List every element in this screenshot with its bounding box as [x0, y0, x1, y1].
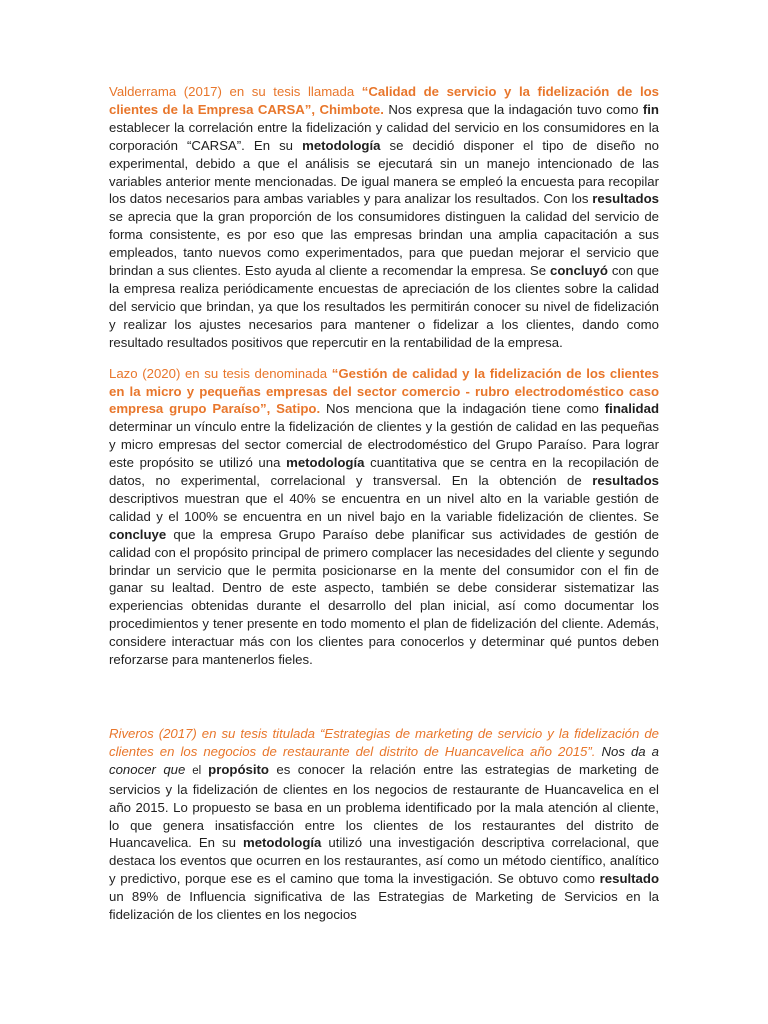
citation-and-title: Riveros (2017) en su tesis titulada “Estrategias de marketing de servicio y la fidelización de clientes en los negocios de restaurante del distrito de Huancavelica año 2015”.	[109, 726, 659, 759]
citation-author: Valderrama (2017) en su tesis llamada	[109, 84, 362, 99]
keyword-concluye: concluye	[109, 526, 167, 542]
keyword-metodologia: metodología	[242, 835, 322, 851]
keyword-finalidad: finalidad	[604, 401, 659, 417]
body-text-italic: Nos da a conocer que	[109, 743, 659, 777]
paragraph-lazo	[109, 365, 659, 669]
body-text: Nos menciona que la indagación tiene como	[320, 401, 605, 417]
document-page	[109, 83, 659, 924]
keyword-resultados: resultados	[592, 473, 659, 489]
body-text: cuantitativa que se centra en la recopilación de datos, no experimental, correlacional y transversal. En la obtención de	[109, 455, 659, 489]
paragraph-valderrama	[109, 83, 659, 352]
body-text-small: el	[185, 764, 209, 777]
keyword-proposito: propósito	[208, 761, 269, 777]
thesis-title: “Gestión de calidad y la fidelización de los clientes en la micro y pequeñas empresas del sector comercio - rubro electrodoméstico caso empresa grupo Paraíso”, Satipo.	[109, 365, 659, 417]
keyword-resultado: resultado	[599, 871, 659, 887]
thesis-title: “Calidad de servicio y la fidelización de los clientes de la Empresa CARSA”, Chimbote.	[109, 84, 660, 117]
keyword-concluyo: concluyó	[550, 263, 608, 279]
body-text: descriptivos muestran que el 40% se encuentra en un nivel alto en la variable gestión de calidad y el 100% se encuentra en un nivel bajo en la variable fidelización de clientes. Se	[109, 490, 659, 524]
keyword-metodologia: metodología	[286, 455, 365, 471]
body-text: un 89% de Influencia significativa de las Estrategias de Marketing de Servicios en la fidelización de los clientes en los negocios	[109, 889, 659, 923]
body-text: utilizó una investigación descriptiva correlacional, que destaca los eventos que ocurren en los restaurantes, así como un método científico, analítico y predictivo, porque ese es el camino que toma la investigación. Se obtuvo como	[109, 835, 659, 887]
body-text: se aprecia que la gran proporción de los consumidores distinguen la calidad del servicio de forma consistente, es por eso que las empresas brindan una amplia capacitación a sus empleados, tanto nuevos como experimentados, para que puedan mejorar el servicio que brindan a sus clientes. Esto ayuda al cliente a recomendar la empresa. Se	[109, 209, 659, 279]
body-text: que la empresa Grupo Paraíso debe planificar sus actividades de gestión de calidad con el propósito principal de primero complacer las necesidades del cliente y segundo brindar un servicio que le permita posicionarse en la mente del consumidor con el fin de ganar su lealtad. Dentro de este aspecto, también se debe considerar sistematizar las experiencias obtenidas durante el desarrollo del plan inicial, así como documentar los procedimientos y tener presente en todo momento el plan de fidelización del cliente. Además, considere interactuar más con los clientes para conocerlos y determinar qué puntos deben reforzarse para mantenerlos fieles.	[109, 526, 659, 668]
keyword-fin: fin	[642, 101, 659, 117]
citation-author: Lazo (2020) en su tesis denominada	[109, 365, 332, 381]
body-text: se decidió disponer el tipo de diseño no experimental, debido a que el análisis se ejecutará sin un manejo intencionado de las variables anterior mente mencionadas. De igual manera se empleó la encuesta para recopilar los datos necesarios para ambas variables y para analizar los resultados. Con los	[109, 137, 659, 207]
body-text: determinar un vínculo entre la fidelización de clientes y la gestión de calidad en las pequeñas y micro empresas del sector comercial de electrodoméstico del Grupo Paraíso. Para lograr este propósito se utilizó una	[109, 419, 659, 471]
body-text: con que la empresa realiza periódicamente encuestas de apreciación de los clientes sobre la calidad del servicio que brindan, ya que los resultados les permitirán conocer su nivel de fidelización y realizar los ajustes necesarios para mantener o fidelizar a los clientes, dando como resultado resultados positivos que repercutir en la rentabilidad de la empresa.	[109, 263, 660, 350]
keyword-resultados: resultados	[592, 191, 659, 207]
body-text: establecer la correlación entre la fidelización y calidad del servicio en los consumidores en la corporación “CARSA”. En su	[109, 119, 659, 153]
keyword-metodologia: metodología	[302, 137, 381, 153]
paragraph-riveros	[109, 725, 659, 924]
body-text: Nos expresa que la indagación tuvo como	[383, 101, 643, 117]
body-text: es conocer la relación entre las estrategias de marketing de servicios y la fidelización de clientes en los negocios de restaurante de Huancavelica en el año 2015. Lo propuesto se basa en un problema identificado por la mala atención al cliente, lo que genera insatisfacción entre los clientes de los restaurantes del distrito de Huancavelica. En su	[109, 761, 659, 851]
